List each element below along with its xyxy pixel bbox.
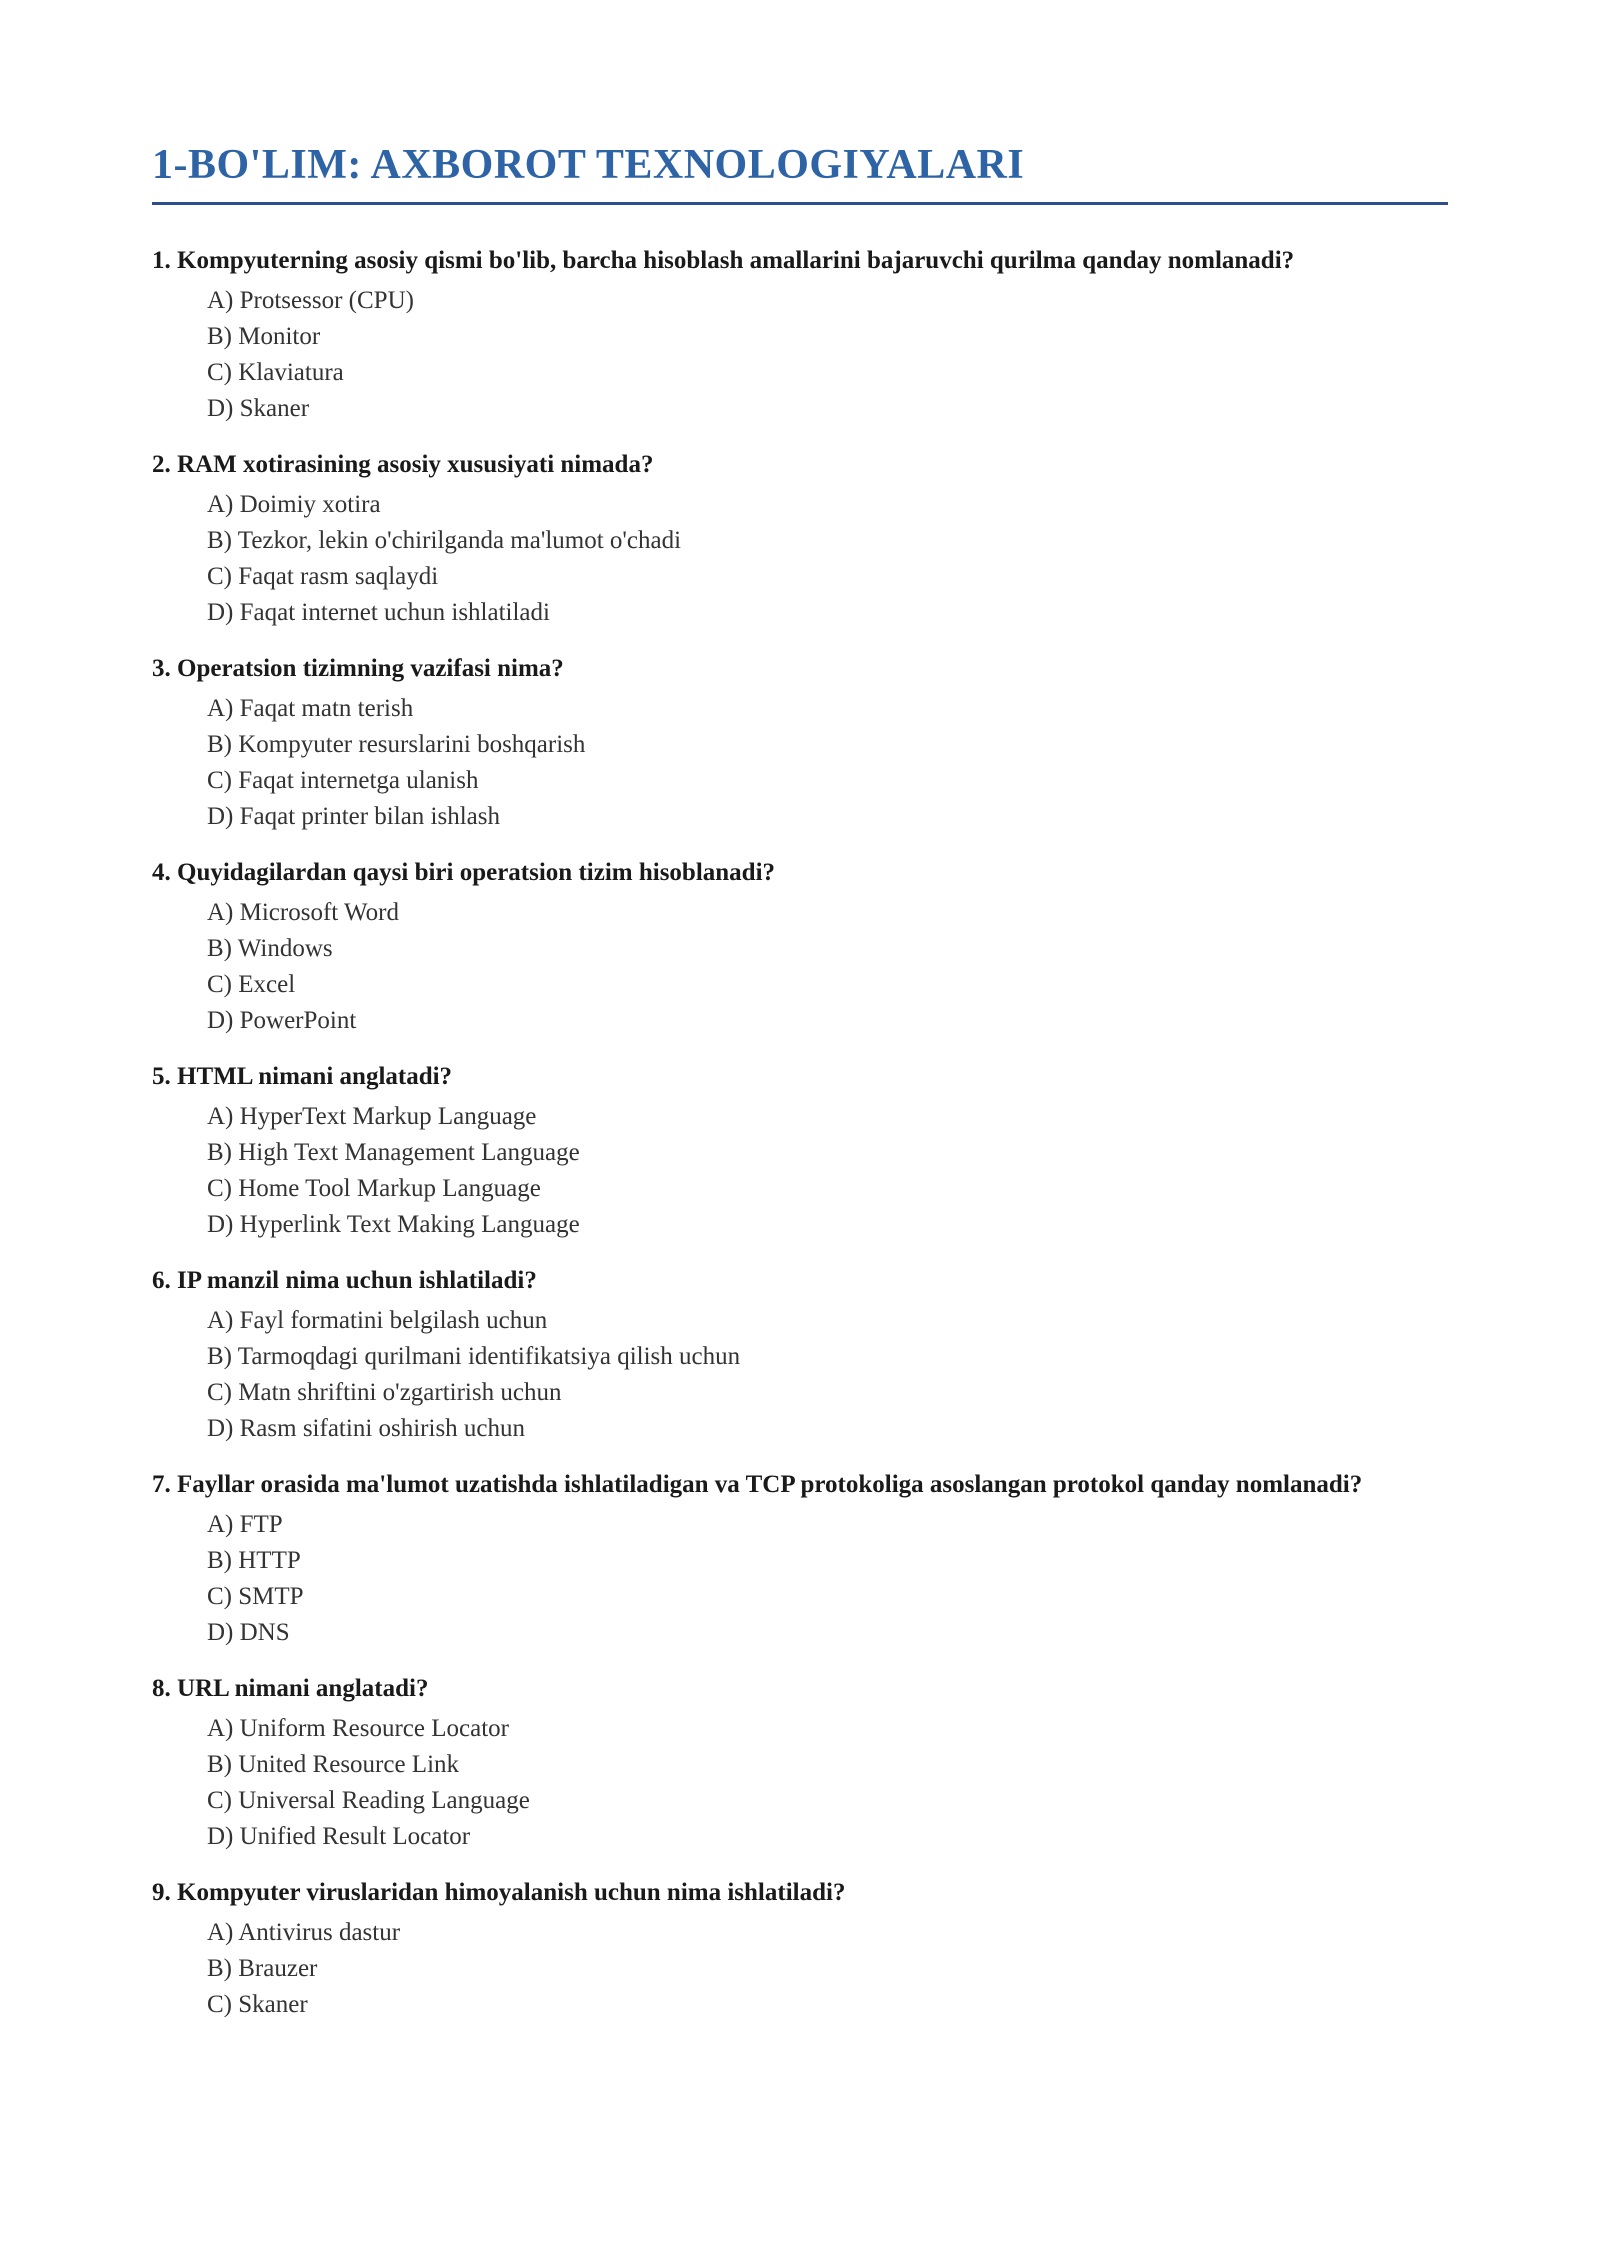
answer-options (152, 1915, 1448, 2023)
answer-option: D) DNS (207, 1619, 290, 1647)
answer-options (152, 1099, 1448, 1243)
document-page (152, 140, 1448, 2045)
answer-option: C) Skaner (207, 1991, 308, 2019)
question-block (152, 245, 1448, 427)
answer-option: A) Uniform Resource Locator (207, 1715, 509, 1743)
answer-option: D) Unified Result Locator (207, 1823, 471, 1851)
answer-option: B) High Text Management Language (207, 1139, 580, 1167)
answer-options (152, 1507, 1448, 1651)
answer-option: D) PowerPoint (207, 1007, 357, 1035)
question-block (152, 653, 1448, 835)
answer-option: D) Faqat printer bilan ishlash (207, 803, 500, 831)
question-text: 5. HTML nimani anglatadi? (152, 1063, 453, 1091)
answer-option: C) Faqat rasm saqlaydi (207, 563, 439, 591)
answer-option: A) Antivirus dastur (207, 1919, 401, 1947)
question-text: 3. Operatsion tizimning vazifasi nima? (152, 655, 564, 683)
answer-option: A) Fayl formatini belgilash uchun (207, 1307, 548, 1335)
section-title: 1-BO'LIM: AXBOROT TEXNOLOGIYALARI (152, 140, 1448, 205)
answer-option: A) Faqat matn terish (207, 695, 414, 723)
answer-option: B) HTTP (207, 1547, 301, 1575)
question-block (152, 1265, 1448, 1447)
question-text: 9. Kompyuter viruslaridan himoyalanish uchun nima ishlatiladi? (152, 1879, 846, 1907)
answer-option: C) Faqat internetga ulanish (207, 767, 479, 795)
answer-option: C) Klaviatura (207, 359, 344, 387)
question-block (152, 1061, 1448, 1243)
question-text: 1. Kompyuterning asosiy qismi bo'lib, barcha hisoblash amallarini bajaruvchi qurilma qanday nomlanadi? (152, 247, 1295, 275)
answer-option: D) Skaner (207, 395, 310, 423)
answer-option: B) Windows (207, 935, 333, 963)
answer-option: B) Tarmoqdagi qurilmani identifikatsiya qilish uchun (207, 1343, 741, 1371)
answer-option: B) Kompyuter resurslarini boshqarish (207, 731, 586, 759)
question-text: 6. IP manzil nima uchun ishlatiladi? (152, 1267, 537, 1295)
question-block (152, 449, 1448, 631)
question-text: 2. RAM xotirasining asosiy xususiyati nimada? (152, 451, 654, 479)
question-list (152, 245, 1448, 2023)
question-block (152, 857, 1448, 1039)
answer-option: D) Rasm sifatini oshirish uchun (207, 1415, 526, 1443)
answer-option: B) United Resource Link (207, 1751, 460, 1779)
question-block (152, 1469, 1448, 1651)
answer-option: D) Hyperlink Text Making Language (207, 1211, 580, 1239)
answer-option: C) SMTP (207, 1583, 304, 1611)
answer-options (152, 895, 1448, 1039)
answer-option: C) Excel (207, 971, 296, 999)
question-block (152, 1877, 1448, 2023)
answer-option: A) Doimiy xotira (207, 491, 381, 519)
question-block (152, 1673, 1448, 1855)
answer-options (152, 487, 1448, 631)
answer-option: C) Matn shriftini o'zgartirish uchun (207, 1379, 562, 1407)
answer-option: A) Microsoft Word (207, 899, 399, 927)
answer-options (152, 1303, 1448, 1447)
answer-options (152, 691, 1448, 835)
answer-option: B) Brauzer (207, 1955, 318, 1983)
answer-option: A) HyperText Markup Language (207, 1103, 537, 1131)
answer-options (152, 283, 1448, 427)
answer-option: B) Tezkor, lekin o'chirilganda ma'lumot o'chadi (207, 527, 682, 555)
question-text: 4. Quyidagilardan qaysi biri operatsion tizim hisoblanadi? (152, 859, 776, 887)
question-text: 8. URL nimani anglatadi? (152, 1675, 429, 1703)
answer-option: B) Monitor (207, 323, 321, 351)
answer-option: C) Universal Reading Language (207, 1787, 530, 1815)
answer-options (152, 1711, 1448, 1855)
question-text: 7. Fayllar orasida ma'lumot uzatishda ishlatiladigan va TCP protokoliga asoslangan protokol qanday nomlanadi? (152, 1471, 1363, 1499)
answer-option: A) Protsessor (CPU) (207, 287, 414, 315)
answer-option: C) Home Tool Markup Language (207, 1175, 541, 1203)
answer-option: D) Faqat internet uchun ishlatiladi (207, 599, 550, 627)
answer-option: A) FTP (207, 1511, 283, 1539)
